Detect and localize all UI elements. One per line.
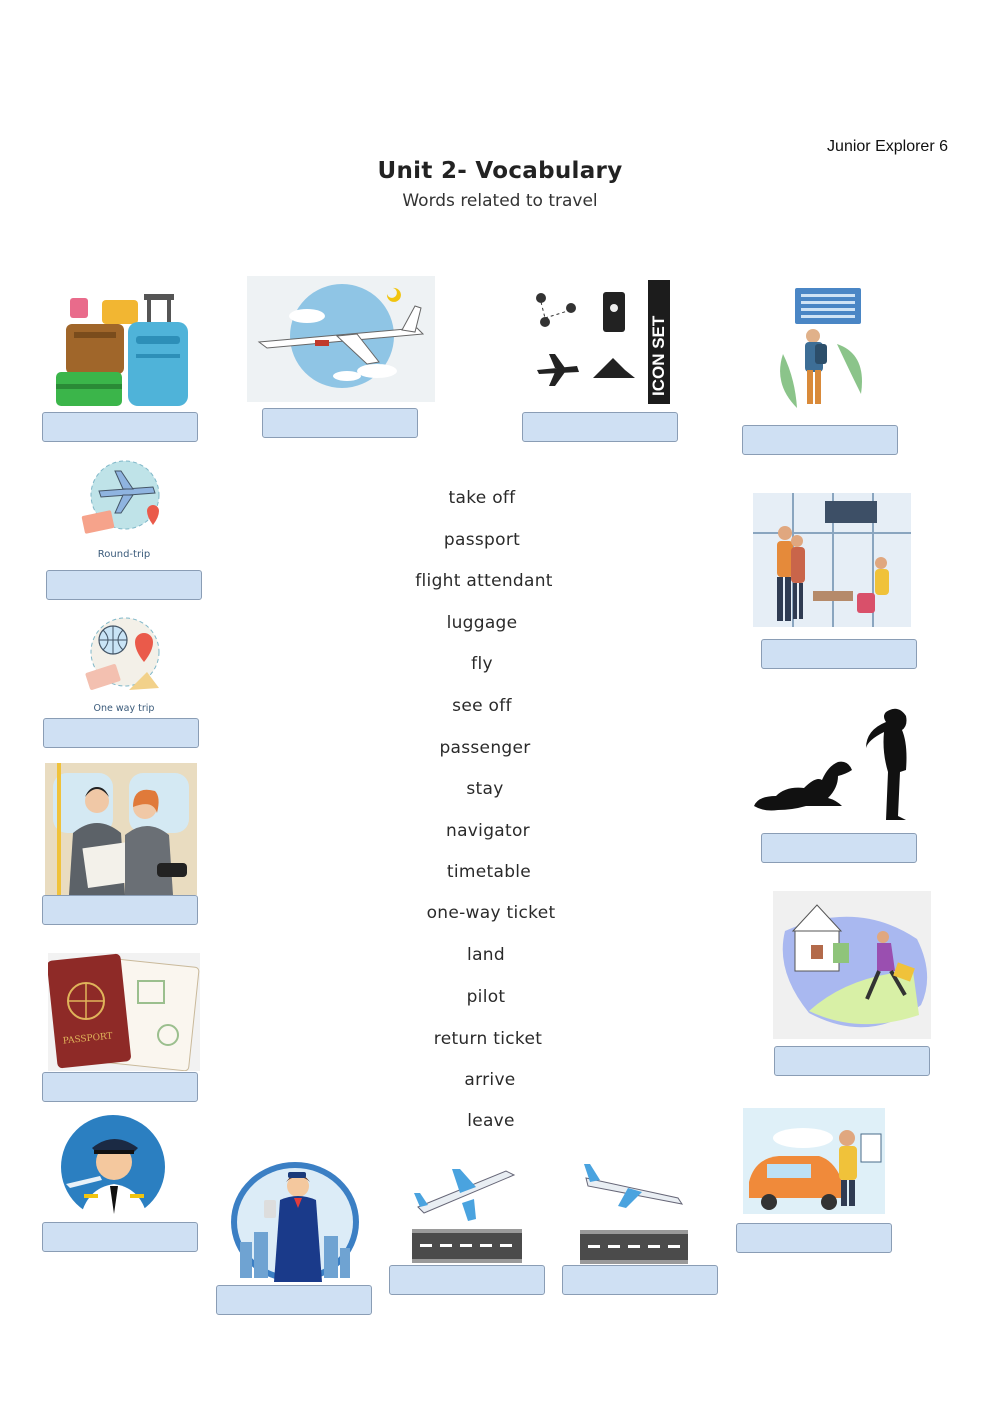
departure-board-icon xyxy=(775,284,871,416)
word-bank-item[interactable]: navigator xyxy=(446,821,530,841)
answer-box-see-off[interactable] xyxy=(761,639,917,669)
answer-box-land[interactable] xyxy=(562,1265,718,1295)
plane-taking-off-icon xyxy=(410,1163,524,1263)
word-bank-item[interactable]: one-way ticket xyxy=(426,903,556,923)
answer-box-passenger[interactable] xyxy=(42,895,198,925)
word-bank-item[interactable]: see off xyxy=(452,696,512,716)
one-way-caption: One way trip xyxy=(93,703,155,714)
answer-box-timetable[interactable] xyxy=(742,425,898,455)
answer-box-navigator[interactable] xyxy=(522,412,678,442)
answer-box-leave[interactable] xyxy=(774,1046,930,1076)
word-bank-item[interactable]: take off xyxy=(448,488,516,508)
leaving-home-icon xyxy=(773,891,931,1039)
word-bank-item[interactable]: stay xyxy=(466,779,504,799)
navigation-icon-set xyxy=(525,278,673,406)
answer-box-passport[interactable] xyxy=(42,1072,198,1102)
word-bank-item[interactable]: passport xyxy=(443,530,521,550)
word-bank-item[interactable]: timetable xyxy=(446,862,532,882)
word-bank-item[interactable]: return ticket xyxy=(433,1029,543,1049)
answer-box-stay[interactable] xyxy=(761,833,917,863)
answer-box-take-off[interactable] xyxy=(389,1265,545,1295)
answer-box-return-ticket[interactable] xyxy=(46,570,202,600)
answer-box-pilot[interactable] xyxy=(42,1222,198,1252)
icon-set-label: ICON SET xyxy=(649,315,668,396)
passengers-icon xyxy=(45,763,197,895)
word-bank-item[interactable]: arrive xyxy=(464,1070,516,1090)
answer-box-fly[interactable] xyxy=(262,408,418,438)
word-bank-item[interactable]: flight attendant xyxy=(415,571,553,591)
word-bank-item[interactable]: passenger xyxy=(439,738,531,758)
answer-box-one-way-ticket[interactable] xyxy=(43,718,199,748)
answer-box-flight-attendant[interactable] xyxy=(216,1285,372,1315)
word-bank-item[interactable]: land xyxy=(467,945,505,965)
answer-box-arrive[interactable] xyxy=(736,1223,892,1253)
word-bank-item[interactable]: leave xyxy=(467,1111,515,1131)
pilot-icon xyxy=(60,1114,166,1220)
taxi-arrival-icon xyxy=(743,1108,885,1214)
word-bank-item[interactable]: luggage xyxy=(446,613,518,633)
dog-stay-icon xyxy=(750,694,920,824)
word-bank-item[interactable]: pilot xyxy=(466,987,506,1007)
round-trip-caption: Round-trip xyxy=(97,549,151,560)
answer-box-luggage[interactable] xyxy=(42,412,198,442)
luggage-icon xyxy=(52,290,192,410)
passport-icon xyxy=(48,953,200,1071)
passport-cover-label: PASSPORT xyxy=(62,1031,114,1047)
brand-label: Junior Explorer 6 xyxy=(827,138,948,155)
round-trip-icon xyxy=(75,455,173,563)
flight-attendant-icon xyxy=(228,1156,362,1284)
word-bank-item[interactable]: fly xyxy=(471,654,493,674)
page-title: Unit 2- Vocabulary xyxy=(377,158,623,184)
airplane-sky-icon xyxy=(247,276,435,402)
one-way-trip-icon xyxy=(75,612,173,716)
page-subtitle: Words related to travel xyxy=(402,191,598,211)
plane-landing-icon xyxy=(578,1158,690,1264)
airport-farewell-icon xyxy=(753,493,911,627)
